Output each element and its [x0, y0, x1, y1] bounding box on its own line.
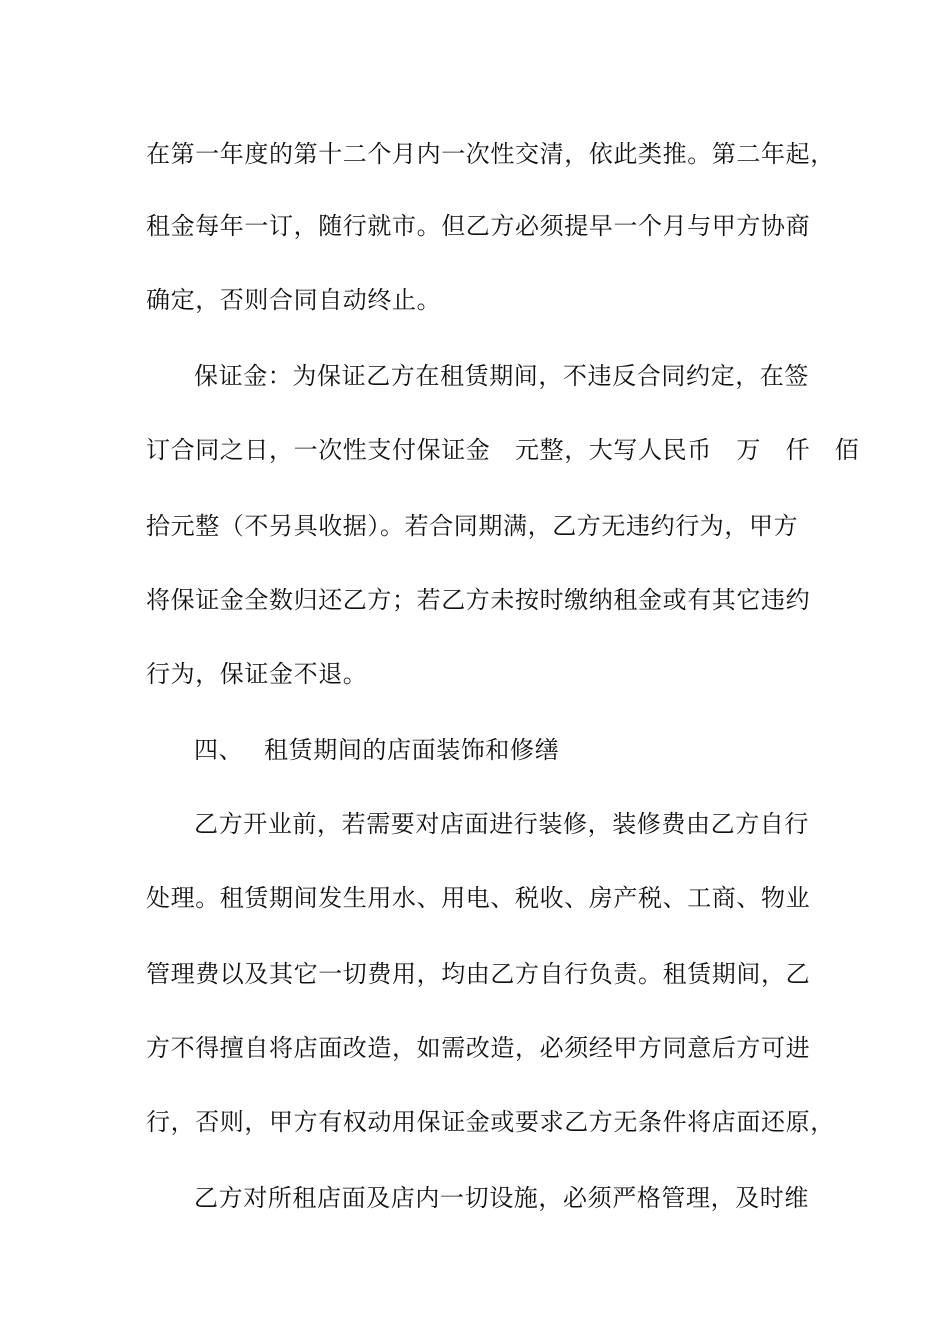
text-line-11: 处理。租赁期间发生用水、用电、税收、房产税、工商、物业: [146, 884, 811, 912]
text-line-7: 将保证金全数归还乙方；若乙方未按时缴纳租金或有其它违约: [146, 586, 811, 614]
text-line-10: 乙方开业前，若需要对店面进行装修，装修费由乙方自行: [194, 810, 809, 838]
text-line-1: 在第一年度的第十二个月内一次性交清，依此类推。第二年起，: [146, 140, 835, 168]
text-line-3: 确定，否则合同自动终止。: [146, 286, 442, 314]
text-line-8: 行为，保证金不退。: [146, 660, 368, 688]
section-heading: 四、 租赁期间的店面装饰和修缮: [194, 736, 560, 764]
text-line-4: 保证金：为保证乙方在租赁期间，不违反合同约定，在签: [194, 362, 809, 390]
text-line-12: 管理费以及其它一切费用，均由乙方自行负责。租赁期间，乙: [146, 960, 811, 988]
text-line-13: 方不得擅自将店面改造，如需改造，必须经甲方同意后方可进: [146, 1034, 811, 1062]
text-line-2: 租金每年一订，随行就市。但乙方必须提早一个月与甲方协商: [146, 212, 811, 240]
text-line-15: 乙方对所租店面及店内一切设施，必须严格管理，及时维: [194, 1184, 809, 1212]
text-line-14: 行，否则，甲方有权动用保证金或要求乙方无条件将店面还原，: [146, 1108, 835, 1136]
text-line-5: 订合同之日，一次性支付保证金 元整，大写人民币 万 仟 佰: [146, 436, 860, 464]
text-line-6: 拾元整（不另具收据）。若合同期满，乙方无违约行为，甲方: [146, 512, 799, 540]
